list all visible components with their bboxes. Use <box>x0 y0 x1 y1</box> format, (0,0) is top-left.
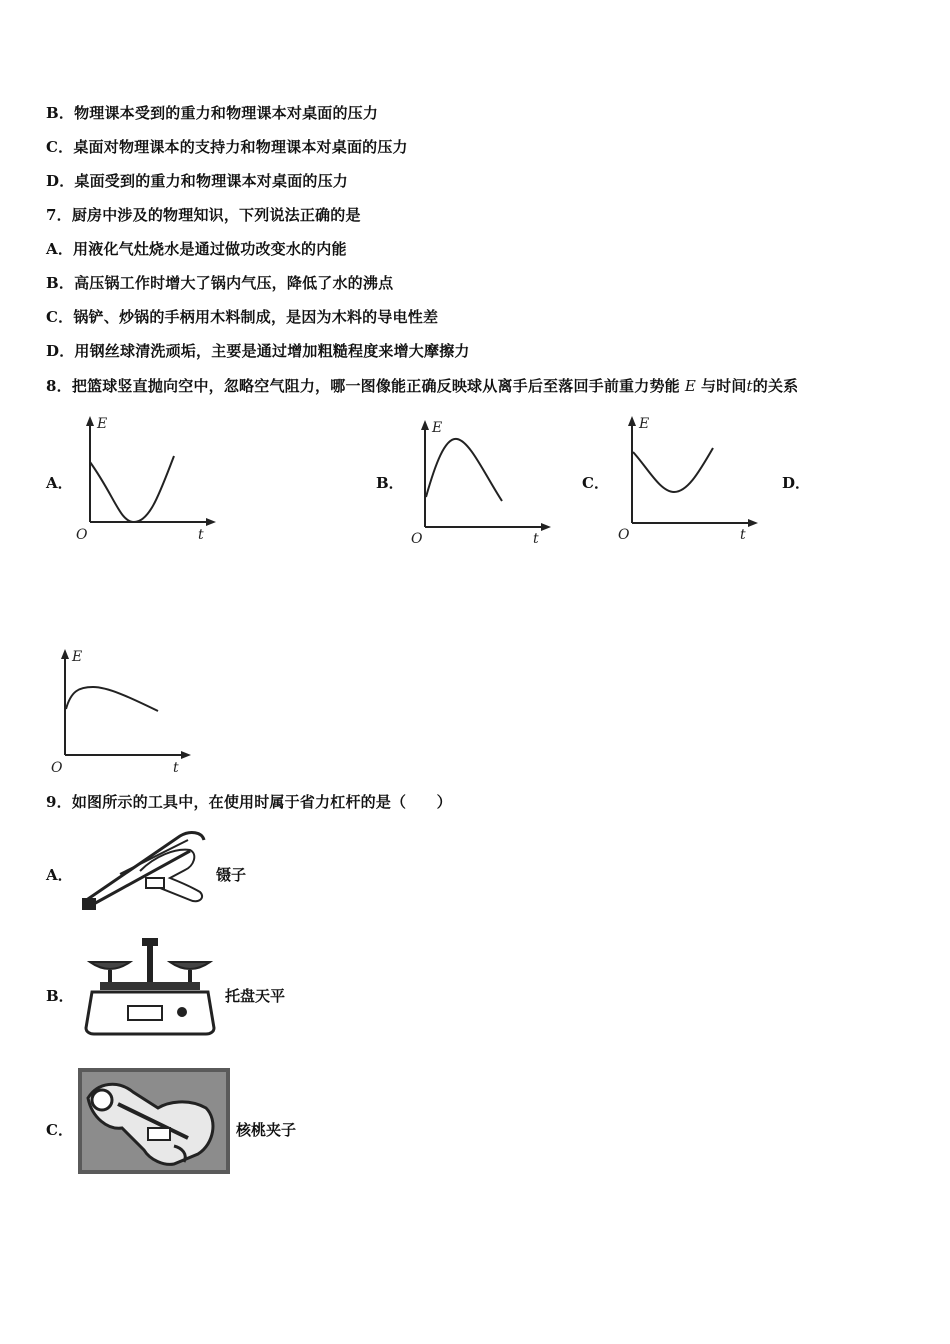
balance-scale-icon <box>80 932 220 1038</box>
q8-stem-end: 的关系 <box>752 377 799 395</box>
q8-graph-c-ylabel: E <box>639 416 650 432</box>
q8-option-a-label: A． <box>46 474 73 492</box>
tweezers-icon <box>80 826 210 910</box>
q8-stem-var-e: E <box>684 377 696 395</box>
q9-option-a-label: A． <box>46 866 73 884</box>
q8-graph-d-xlabel: t <box>173 760 179 776</box>
q8-graph-a <box>70 412 230 547</box>
q8-graph-d-ylabel: E <box>72 649 83 665</box>
q7-stem: 7．厨房中涉及的物理知识，下列说法正确的是 <box>46 206 361 224</box>
q7-option-c: C．锅铲、炒锅的手柄用木料制成，是因为木料的导电性差 <box>46 308 439 326</box>
q9-option-c-caption: 核桃夹子 <box>236 1121 297 1139</box>
q7-option-b: B．高压锅工作时增大了锅内气压，降低了水的沸点 <box>46 274 394 292</box>
q8-stem <box>46 375 798 396</box>
q8-stem-var-t: t <box>746 377 753 395</box>
q8-option-d-label: D． <box>782 474 811 492</box>
q8-graph-d-origin: O <box>51 760 63 776</box>
q8-option-b-label: B． <box>376 474 404 492</box>
q9-option-b-label: B． <box>46 987 74 1005</box>
q8-stem-mid: 与时间 <box>700 377 747 395</box>
q7-option-d: D．用钢丝球清洗顽垢，主要是通过增加粗糙程度来增大摩擦力 <box>46 342 470 360</box>
q8-graph-b-xlabel: t <box>533 531 539 547</box>
q8-graph-a-ylabel: E <box>97 416 108 432</box>
q8-graph-b-origin: O <box>411 531 423 547</box>
q8-graph-b <box>405 415 565 550</box>
q6-option-d: D．桌面受到的重力和物理课本对桌面的压力 <box>46 172 349 190</box>
q8-graph-c-xlabel: t <box>740 527 746 543</box>
q9-option-a-caption: 镊子 <box>216 866 247 884</box>
q8-graph-b-ylabel: E <box>432 420 443 436</box>
q6-option-b: B．物理课本受到的重力和物理课本对桌面的压力 <box>46 104 379 122</box>
nutcracker-icon <box>78 1068 230 1174</box>
q8-graph-d <box>45 645 205 780</box>
q9-option-b-caption: 托盘天平 <box>225 987 286 1005</box>
q8-graph-c-origin: O <box>618 527 630 543</box>
q8-graph-c <box>612 412 772 547</box>
q8-stem-text: 8．把篮球竖直抛向空中，忽略空气阻力，哪一图像能正确反映球从离手后至落回手前重力势能 <box>46 377 680 395</box>
q9-stem: 9．如图所示的工具中，在使用时属于省力杠杆的是（ ） <box>46 793 452 811</box>
q9-option-c-label: C． <box>46 1121 73 1139</box>
q7-option-a: A．用液化气灶烧水是通过做功改变水的内能 <box>46 240 347 258</box>
q8-graph-a-xlabel: t <box>198 527 204 543</box>
q6-option-c: C．桌面对物理课本的支持力和物理课本对桌面的压力 <box>46 138 408 156</box>
q8-option-c-label: C． <box>582 474 609 492</box>
q8-graph-a-origin: O <box>76 527 88 543</box>
